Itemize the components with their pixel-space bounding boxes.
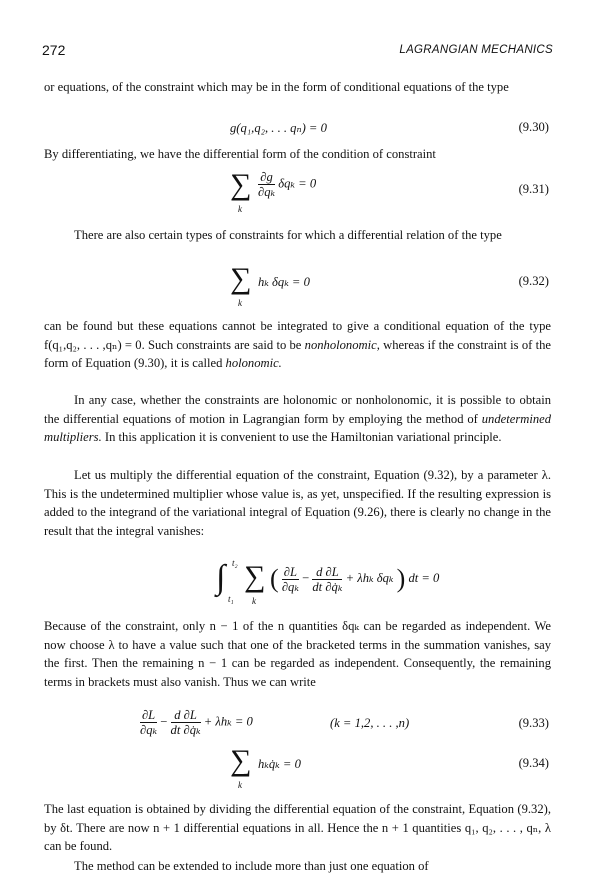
paragraph-4 (44, 317, 551, 373)
paragraph-5 (44, 391, 551, 447)
running-head: LAGRANGIAN MECHANICS (399, 44, 553, 56)
numerator: ∂L (141, 708, 156, 722)
term-holonomic: holonomic. (225, 356, 282, 371)
equation-9-33 (44, 708, 551, 742)
paragraph-2: By differentiating, we have the differential form of the condition of constraint (44, 147, 436, 161)
denominator: dt ∂q̇ₖ (170, 723, 201, 737)
fraction (258, 170, 275, 199)
numerator: d ∂L (312, 565, 342, 580)
summation-index: k (238, 780, 242, 790)
equation-number: (9.30) (518, 120, 549, 134)
integral-lower-limit: t₁ (228, 594, 234, 604)
denominator: dt ∂q̇ₖ (312, 579, 343, 594)
equation-body (140, 708, 253, 737)
paragraph-4-text-b: whereas if the constraint is of the form of Equation (9.30), it is called (44, 337, 551, 371)
summation-sign: ∑ (244, 560, 266, 593)
fraction-1 (140, 708, 157, 737)
summation-index: k (238, 204, 242, 214)
equation-9-34 (44, 746, 551, 794)
equation-rest: δqₖ = 0 (278, 176, 317, 191)
numerator: ∂g (258, 170, 275, 185)
paragraph-6: Let us multiply the differential equation of the constraint, Equation (9.32), by a parameter λ. This is the undetermined multiplier whose value is, as yet, unspecified. If the resulting expression is added to the integrand of the variational integral of Equation (9.26), there is clearly no change in the result that the integral vanishes: (44, 468, 551, 538)
paragraph-3: There are also certain types of constraints for which a differential relation of the type (74, 228, 502, 242)
equation-condition: (k = 1,2, . . . ,n) (330, 716, 410, 730)
summation-sign: ∑ (230, 744, 252, 777)
equation-number: (9.33) (518, 716, 549, 730)
equation-body: hₖq̇ₖ = 0 (258, 757, 301, 771)
term-undetermined-multipliers: undetermined multipliers. (44, 411, 551, 445)
paragraph-4-text-a: can be found but these equations cannot be integrated to give a conditional equation of the type f(q₁,q₂, . . . ,qₙ) = 0. Such constraints are said to be (44, 319, 551, 352)
open-paren: ( (270, 564, 279, 593)
equation-body: hₖ δqₖ = 0 (258, 275, 310, 289)
close-paren: ) (396, 564, 406, 593)
equation-number: (9.32) (518, 274, 549, 288)
integral-end: dt = 0 (408, 570, 440, 585)
book-page (44, 0, 551, 893)
denominator: ∂qₖ (140, 723, 158, 737)
equation-body (258, 170, 316, 199)
fraction-2 (171, 708, 201, 737)
summation-index: k (238, 298, 242, 308)
fraction-1 (282, 565, 299, 594)
page-number: 272 (42, 42, 66, 58)
minus-operator: − (302, 570, 310, 585)
equation-body: g(q₁,q₂, . . . qₙ) = 0 (230, 121, 327, 135)
equation-9-30 (44, 120, 551, 140)
equation-tail: + λhₖ = 0 (203, 714, 253, 729)
fraction-2 (312, 565, 342, 594)
page-header (44, 42, 551, 60)
term-nonholonomic: nonholonomic, (304, 337, 380, 352)
paragraph-5-text-a: In any case, whether the constraints are holonomic or nonholonomic, it is possible to obtain the differential equations of motion in Lagrangian form by employing the method of (44, 393, 551, 426)
paragraph-1: or equations, of the constraint which may be in the form of conditional equations of the type (44, 80, 509, 94)
equation-9-31 (44, 168, 551, 220)
equation-number: (9.31) (518, 182, 549, 196)
integral-sign: ∫ (216, 559, 226, 596)
integrand (270, 564, 439, 594)
numerator: ∂L (283, 564, 297, 579)
equation-variational-integral (44, 558, 551, 618)
numerator: d ∂L (171, 708, 201, 723)
denominator: ∂qₖ (281, 579, 299, 594)
paragraph-9: The method can be extended to include more than just one equation of (74, 859, 429, 873)
paragraph-8: The last equation is obtained by dividing the differential equation of the constraint, Equation (9.32), by δt. There are now n + 1 differential equations in all. Hence the n + 1 quantities q₁, q₂, . . . , qₙ, λ can be found. (44, 802, 551, 854)
minus-operator: − (160, 714, 168, 729)
paragraph-7: Because of the constraint, only n − 1 of the n quantities δqₖ can be regarded as independent. We now choose λ to have a value such that one of the bracketed terms in the summation vanishes, say the first. Then the remaining n − 1 can be regarded as independent. Consequently, the remaining terms in brackets must also vanish. Thus we can write (44, 619, 551, 689)
denominator: ∂qₖ (258, 185, 276, 199)
integral-upper-limit: t₂ (232, 558, 238, 568)
summation-sign: ∑ (230, 262, 252, 295)
paragraph-5-text-b: In this application it is convenient to use the Hamiltonian variational principle. (101, 430, 502, 445)
equation-number: (9.34) (518, 756, 549, 770)
summation-sign: ∑ (230, 168, 252, 201)
summation-index: k (252, 596, 256, 606)
equation-9-32 (44, 264, 551, 314)
integrand-tail: + λhₖ δqₖ (345, 570, 394, 585)
